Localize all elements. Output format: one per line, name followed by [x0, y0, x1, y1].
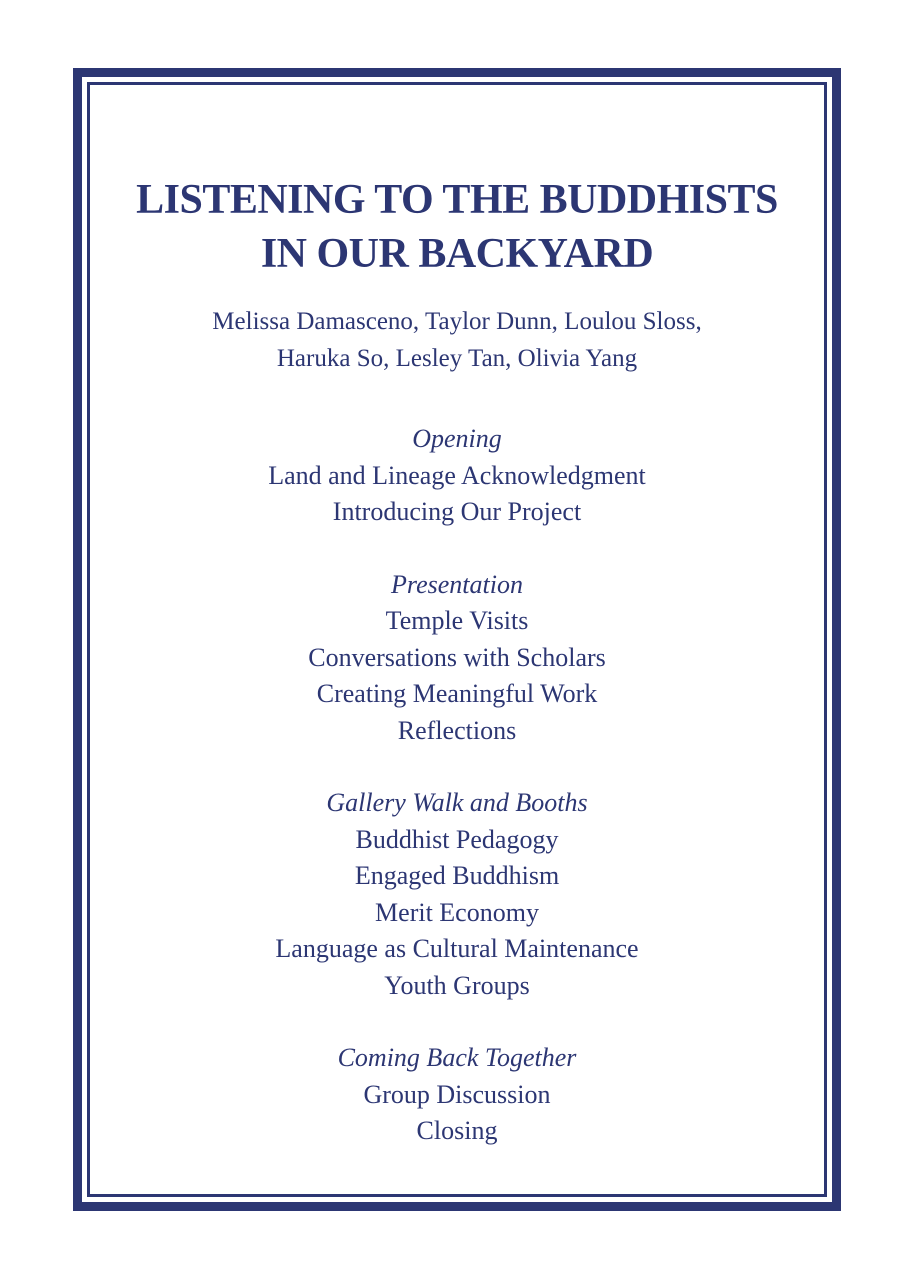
- page-title: [90, 173, 824, 281]
- author-line-1: Melissa Damasceno, Taylor Dunn, Loulou Sloss,: [212, 308, 702, 335]
- program-item: Conversations with Scholars: [308, 642, 606, 672]
- section-presentation: [90, 567, 824, 750]
- program-item: Introducing Our Project: [332, 497, 582, 526]
- section-heading-gallery: Gallery Walk and Booths: [326, 788, 588, 817]
- program-item: Merit Economy: [375, 897, 539, 927]
- section-heading-together: Coming Back Together: [337, 1043, 577, 1072]
- author-list: [90, 303, 824, 377]
- program-item: Closing: [416, 1116, 498, 1145]
- section-opening: [90, 421, 824, 531]
- title-line-2: IN OUR BACKYARD: [260, 231, 654, 277]
- program-page: [90, 85, 824, 1150]
- program-item: Youth Groups: [384, 970, 530, 1000]
- program-item: Temple Visits: [385, 606, 529, 635]
- program-item: Reflections: [397, 715, 517, 745]
- program-item: Creating Meaningful Work: [316, 679, 598, 708]
- program-item: Language as Cultural Maintenance: [275, 934, 639, 963]
- program-item: Engaged Buddhism: [354, 861, 560, 890]
- program-item: Buddhist Pedagogy: [355, 824, 559, 854]
- program-item: Group Discussion: [363, 1079, 551, 1109]
- section-gallery-walk: [90, 785, 824, 1004]
- program-item: Land and Lineage Acknowledgment: [268, 460, 646, 490]
- section-coming-back-together: [90, 1040, 824, 1150]
- section-heading-presentation: Presentation: [391, 569, 523, 599]
- title-line-1: LISTENING TO THE BUDDHISTS: [136, 177, 778, 223]
- section-heading-opening: Opening: [412, 424, 502, 453]
- author-line-2: Haruka So, Lesley Tan, Olivia Yang: [276, 345, 638, 372]
